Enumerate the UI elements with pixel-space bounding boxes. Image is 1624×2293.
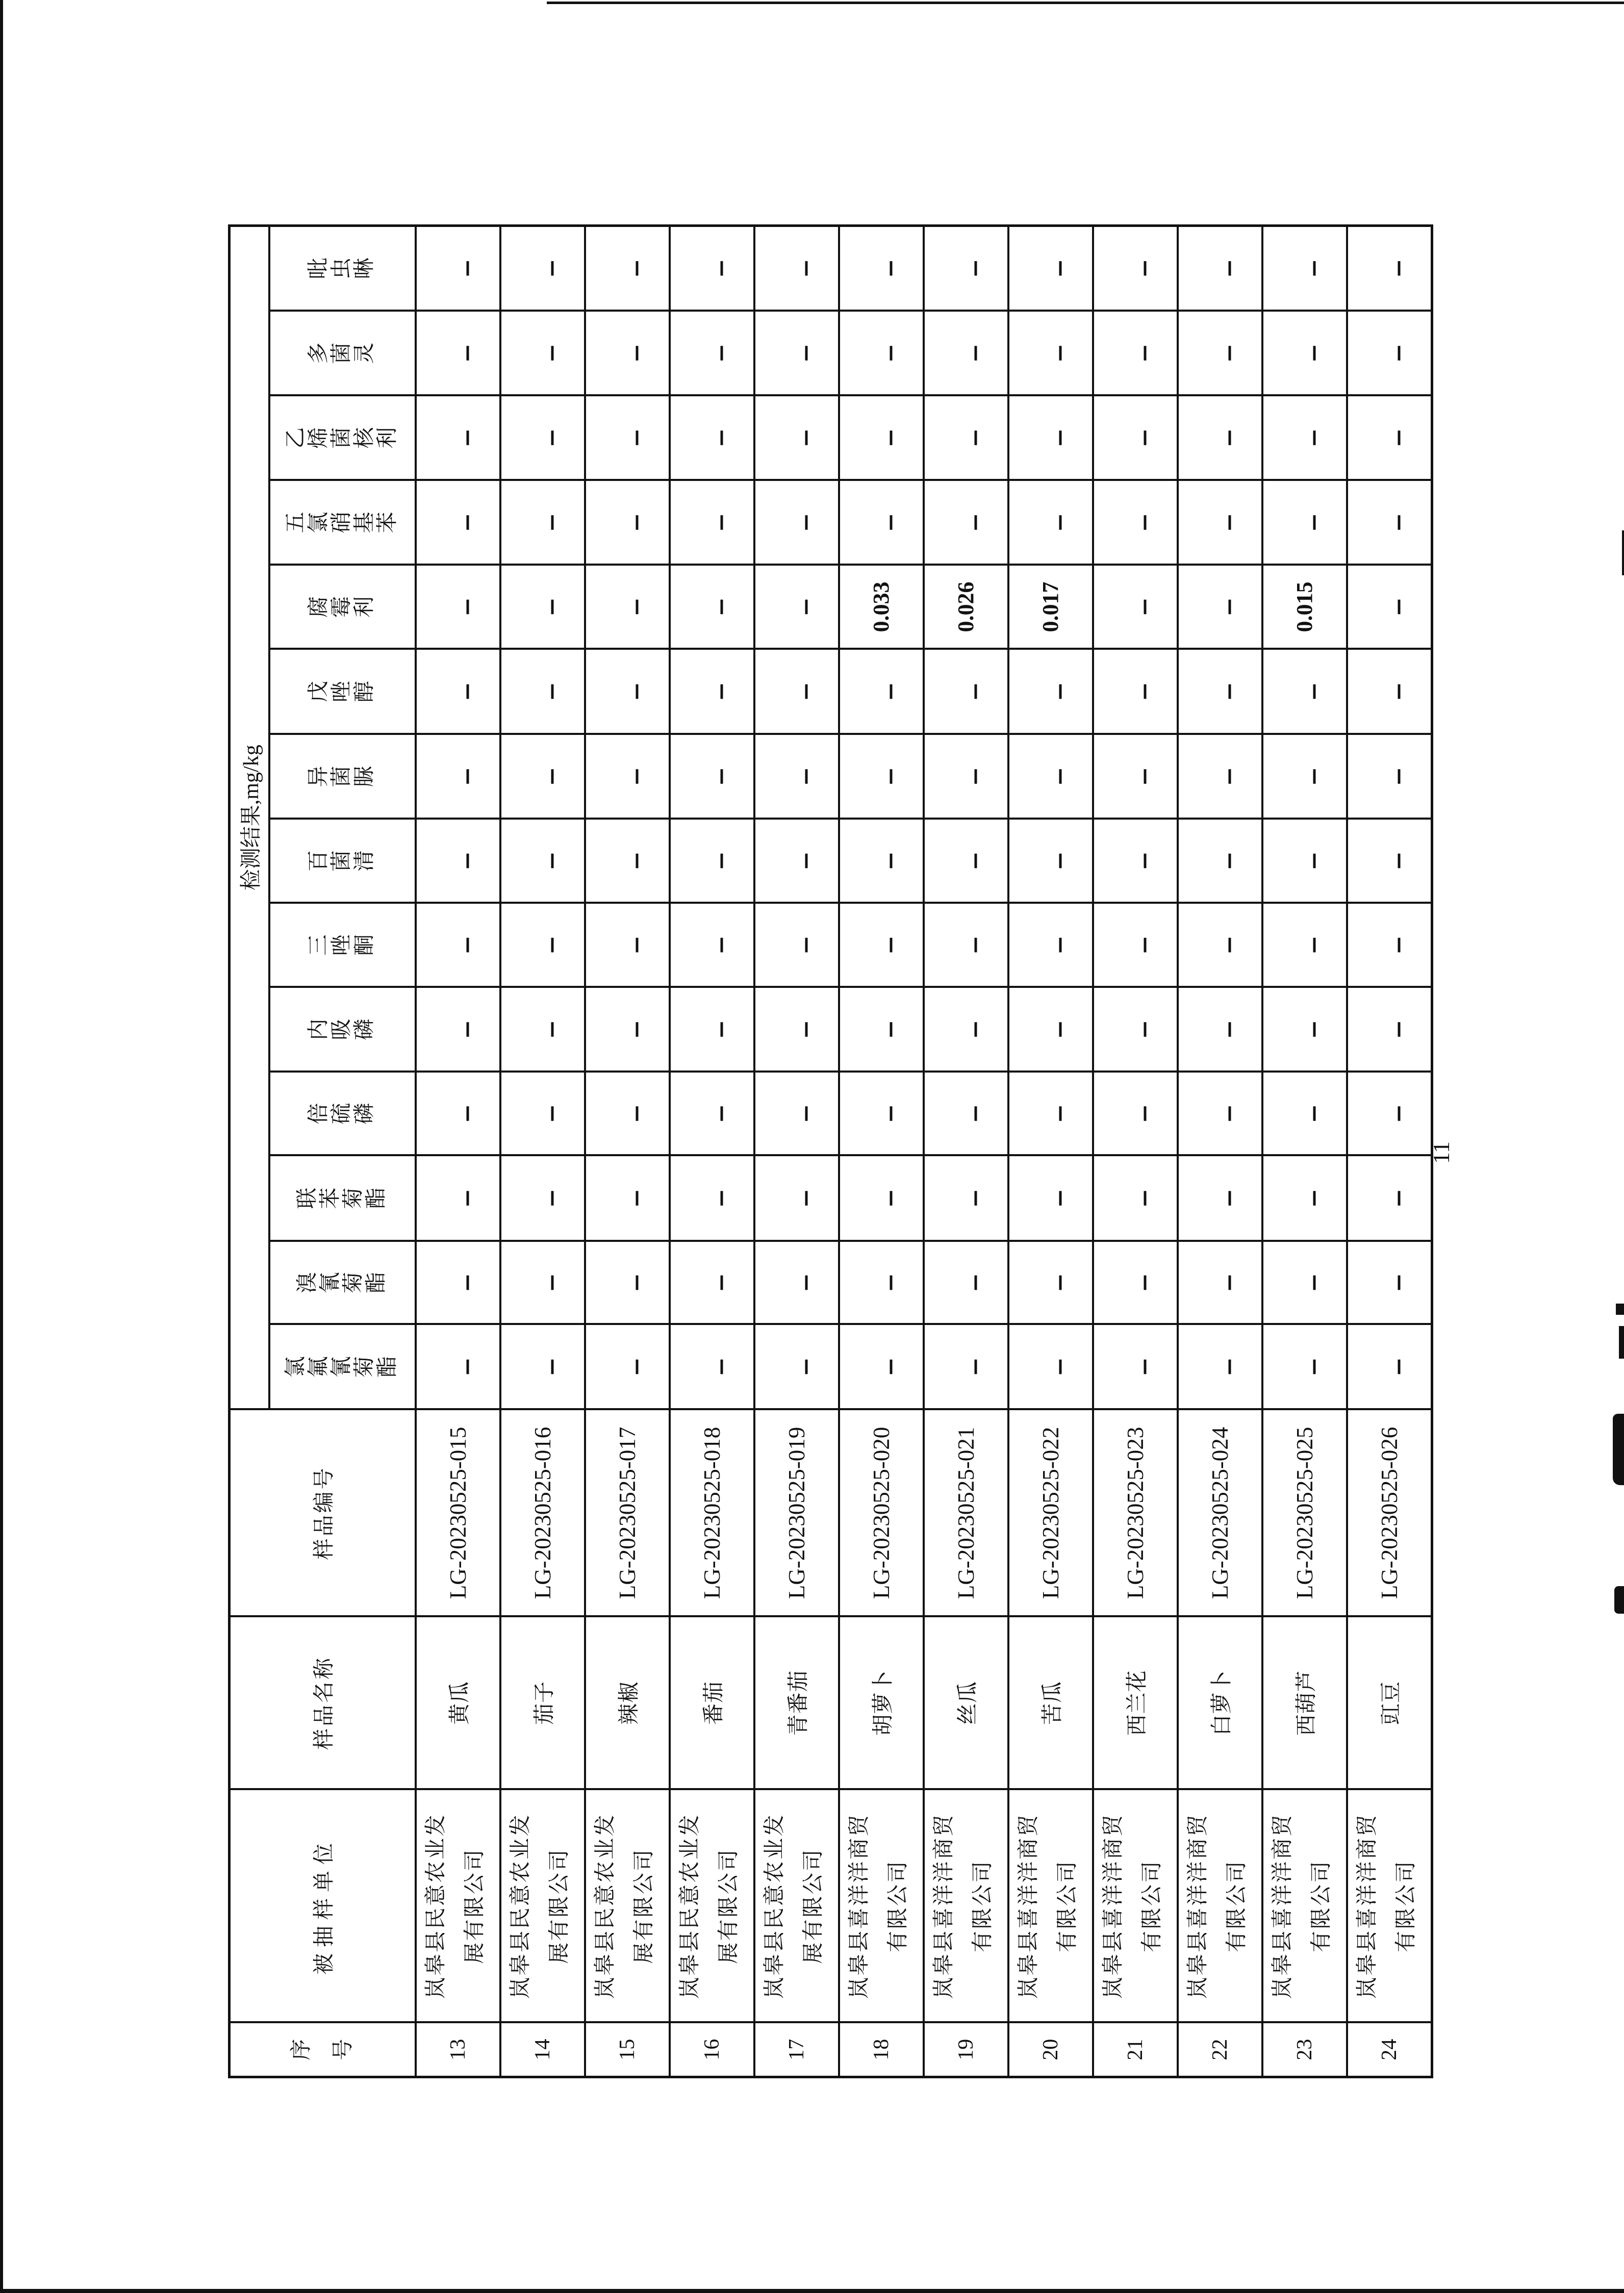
result-cell: —	[924, 734, 1008, 819]
result-cell: —	[585, 819, 670, 903]
result-cell: —	[1178, 1072, 1262, 1156]
result-cell: —	[1093, 819, 1178, 903]
result-cell: —	[416, 396, 500, 480]
sampled-unit: 岚皋县喜洋洋商贸有限公司	[1008, 1790, 1093, 2023]
result-cell: —	[1262, 734, 1347, 819]
row-index: 15	[585, 2023, 670, 2077]
result-cell: —	[924, 819, 1008, 903]
result-cell: —	[1178, 480, 1262, 565]
result-cell: —	[839, 649, 924, 734]
scan-edge-top	[547, 2, 1624, 4]
result-cell: —	[1008, 311, 1093, 396]
result-cell: —	[585, 1156, 670, 1241]
result-cell: —	[585, 396, 670, 480]
header-sample-id: 样品编号	[230, 1410, 416, 1617]
sample-name: 豇豆	[1347, 1617, 1432, 1790]
result-cell: —	[416, 903, 500, 987]
result-cell: —	[754, 1072, 839, 1156]
header-analyte	[269, 649, 416, 734]
result-cell: —	[924, 1156, 1008, 1241]
result-cell: —	[585, 903, 670, 987]
row-index: 14	[500, 2023, 585, 2077]
result-cell: —	[1347, 987, 1432, 1072]
result-cell: —	[1262, 311, 1347, 396]
table-row	[1347, 225, 1432, 2077]
result-cell: —	[1093, 1072, 1178, 1156]
result-cell: —	[1347, 1156, 1432, 1241]
header-analyte-label: 三唑酮	[307, 934, 376, 956]
result-cell: —	[1178, 819, 1262, 903]
result-cell: —	[754, 903, 839, 987]
result-cell: —	[500, 565, 585, 649]
scan-artifact	[1619, 1326, 1624, 1359]
result-cell: —	[585, 1072, 670, 1156]
result-cell: —	[754, 1241, 839, 1324]
result-cell: —	[924, 1072, 1008, 1156]
result-cell: —	[754, 311, 839, 396]
result-cell: —	[585, 225, 670, 311]
result-cell: —	[754, 819, 839, 903]
result-cell: —	[839, 480, 924, 565]
table-row	[839, 225, 924, 2077]
result-cell: —	[924, 649, 1008, 734]
result-cell: —	[754, 649, 839, 734]
table-row	[924, 225, 1008, 2077]
result-cell: —	[416, 649, 500, 734]
result-cell: —	[1093, 480, 1178, 565]
result-cell: —	[1262, 480, 1347, 565]
result-cell: —	[1347, 1324, 1432, 1410]
sampled-unit: 岚皋县喜洋洋商贸有限公司	[1262, 1790, 1347, 2023]
result-cell: —	[1008, 225, 1093, 311]
result-cell: —	[924, 987, 1008, 1072]
result-cell: —	[839, 903, 924, 987]
header-analyte	[269, 311, 416, 396]
result-cell: —	[500, 1072, 585, 1156]
sample-id: LG-20230525-023	[1093, 1410, 1178, 1617]
header-index-label: 序号	[290, 2039, 356, 2060]
result-cell: —	[1093, 225, 1178, 311]
header-analyte-label: 百菌清	[307, 850, 376, 872]
sampled-unit: 岚皋县民意农业发展有限公司	[670, 1790, 754, 2023]
result-cell: —	[1347, 649, 1432, 734]
result-cell: —	[1262, 987, 1347, 1072]
header-analyte	[269, 1156, 416, 1241]
result-cell: —	[670, 1156, 754, 1241]
result-cell: —	[500, 396, 585, 480]
result-cell: —	[1178, 649, 1262, 734]
result-cell: —	[924, 480, 1008, 565]
result-cell: —	[1008, 819, 1093, 903]
result-cell: —	[1347, 311, 1432, 396]
result-cell: —	[585, 649, 670, 734]
scan-artifact	[1614, 1586, 1624, 1614]
result-cell: —	[670, 1072, 754, 1156]
result-cell: —	[670, 819, 754, 903]
sample-name: 丝瓜	[924, 1617, 1008, 1790]
result-cell: —	[500, 311, 585, 396]
result-cell: —	[416, 311, 500, 396]
result-cell: —	[1008, 987, 1093, 1072]
result-cell: —	[1347, 903, 1432, 987]
result-cell: —	[839, 1156, 924, 1241]
result-cell: —	[1262, 1324, 1347, 1410]
table-row	[1262, 225, 1347, 2077]
result-cell: —	[500, 480, 585, 565]
table-row	[670, 225, 754, 2077]
result-cell: —	[1093, 565, 1178, 649]
sample-name: 胡萝卜	[839, 1617, 924, 1790]
result-cell: —	[1178, 1241, 1262, 1324]
result-cell: —	[1262, 225, 1347, 311]
scan-artifact	[1622, 530, 1624, 575]
header-analyte	[269, 396, 416, 480]
sample-id: LG-20230525-019	[754, 1410, 839, 1617]
result-cell: —	[585, 987, 670, 1072]
result-cell: —	[924, 1241, 1008, 1324]
table-row	[416, 225, 500, 2077]
result-cell: —	[670, 396, 754, 480]
header-analyte	[269, 987, 416, 1072]
result-cell: —	[1347, 480, 1432, 565]
header-analyte-label: 腐霉利	[307, 596, 376, 618]
header-row	[230, 225, 269, 2077]
sampled-unit: 岚皋县民意农业发展有限公司	[754, 1790, 839, 2023]
result-cell: —	[416, 1241, 500, 1324]
header-analyte	[269, 565, 416, 649]
result-cell: —	[670, 225, 754, 311]
row-index: 23	[1262, 2023, 1347, 2077]
result-cell: —	[1347, 819, 1432, 903]
row-index: 18	[839, 2023, 924, 2077]
result-cell: —	[670, 649, 754, 734]
result-cell: —	[1178, 903, 1262, 987]
result-cell: —	[585, 480, 670, 565]
result-cell: —	[1347, 1241, 1432, 1324]
result-cell: —	[585, 565, 670, 649]
sample-name: 辣椒	[585, 1617, 670, 1790]
row-index: 16	[670, 2023, 754, 2077]
result-cell: —	[1093, 311, 1178, 396]
result-cell: —	[1262, 1156, 1347, 1241]
row-index: 24	[1347, 2023, 1432, 2077]
sampled-unit: 岚皋县喜洋洋商贸有限公司	[1178, 1790, 1262, 2023]
result-cell: 0.033	[839, 565, 924, 649]
result-cell: 0.026	[924, 565, 1008, 649]
scan-artifact	[1616, 1304, 1624, 1315]
result-cell: —	[500, 734, 585, 819]
result-cell: —	[585, 1324, 670, 1410]
result-cell: —	[585, 311, 670, 396]
result-cell: —	[1008, 1324, 1093, 1410]
table-row	[754, 225, 839, 2077]
result-cell: —	[1262, 819, 1347, 903]
result-cell: —	[1093, 1241, 1178, 1324]
sample-id: LG-20230525-022	[1008, 1410, 1093, 1617]
result-cell: —	[754, 396, 839, 480]
header-analyte-label: 异菌脲	[307, 766, 376, 787]
sample-id: LG-20230525-020	[839, 1410, 924, 1617]
result-cell: —	[924, 1324, 1008, 1410]
result-cell: —	[839, 1241, 924, 1324]
result-cell: —	[1008, 649, 1093, 734]
sample-id: LG-20230525-017	[585, 1410, 670, 1617]
header-analyte-label: 联苯菊酯	[295, 1187, 388, 1209]
result-cell: —	[754, 1156, 839, 1241]
sample-id: LG-20230525-018	[670, 1410, 754, 1617]
result-cell: —	[1178, 311, 1262, 396]
header-index	[230, 2023, 416, 2077]
sampled-unit: 岚皋县喜洋洋商贸有限公司	[1093, 1790, 1178, 2023]
header-analyte-label: 戊唑醇	[307, 681, 376, 703]
result-cell: —	[1093, 903, 1178, 987]
sampled-unit: 岚皋县喜洋洋商贸有限公司	[1347, 1790, 1432, 2023]
scan-artifact	[1613, 1414, 1624, 1485]
result-cell: —	[670, 987, 754, 1072]
result-cell: —	[1178, 396, 1262, 480]
sample-name: 青番茄	[754, 1617, 839, 1790]
result-cell: —	[1178, 734, 1262, 819]
result-cell: 0.017	[1008, 565, 1093, 649]
header-analyte	[269, 1072, 416, 1156]
result-cell: —	[1347, 734, 1432, 819]
header-analyte	[269, 903, 416, 987]
sample-id: LG-20230525-024	[1178, 1410, 1262, 1617]
result-cell: —	[416, 987, 500, 1072]
sample-id: LG-20230525-015	[416, 1410, 500, 1617]
result-cell: —	[1093, 649, 1178, 734]
result-cell: —	[416, 1324, 500, 1410]
sample-id: LG-20230525-026	[1347, 1410, 1432, 1617]
result-cell: —	[416, 819, 500, 903]
result-cell: —	[500, 225, 585, 311]
sample-name: 白萝卜	[1178, 1617, 1262, 1790]
result-cell: —	[754, 480, 839, 565]
row-index: 13	[416, 2023, 500, 2077]
header-analyte-label: 氯氟氰菊酯	[284, 1356, 399, 1378]
result-cell: —	[416, 480, 500, 565]
result-cell: —	[1347, 225, 1432, 311]
row-index: 19	[924, 2023, 1008, 2077]
scan-edge-bottom	[0, 2289, 1624, 2293]
result-cell: —	[1008, 1241, 1093, 1324]
header-analyte	[269, 225, 416, 311]
result-cell: —	[500, 1324, 585, 1410]
table-row	[585, 225, 670, 2077]
result-cell: —	[500, 1241, 585, 1324]
result-cell: —	[670, 565, 754, 649]
header-analyte	[269, 1241, 416, 1324]
row-index: 22	[1178, 2023, 1262, 2077]
result-cell: —	[1262, 649, 1347, 734]
header-analyte-label: 五氯硝基苯	[284, 512, 399, 533]
sample-name: 黄瓜	[416, 1617, 500, 1790]
row-index: 21	[1093, 2023, 1178, 2077]
result-cell: —	[1178, 225, 1262, 311]
result-cell: —	[500, 1156, 585, 1241]
result-cell: —	[416, 565, 500, 649]
row-index: 20	[1008, 2023, 1093, 2077]
result-cell: —	[1093, 396, 1178, 480]
sample-name: 西兰花	[1093, 1617, 1178, 1790]
result-cell: —	[924, 225, 1008, 311]
table-row	[500, 225, 585, 2077]
header-analyte-label: 溴氰菊酯	[295, 1272, 388, 1294]
sampled-unit: 岚皋县喜洋洋商贸有限公司	[839, 1790, 924, 2023]
result-cell: —	[1347, 1072, 1432, 1156]
header-results-group: 检测结果,mg/kg	[230, 225, 269, 1409]
result-cell: —	[416, 734, 500, 819]
header-analyte	[269, 1324, 416, 1410]
page-number: 11	[1428, 1141, 1454, 1164]
result-cell: —	[1008, 1156, 1093, 1241]
result-cell: —	[416, 1156, 500, 1241]
sampled-unit: 岚皋县民意农业发展有限公司	[500, 1790, 585, 2023]
result-cell: —	[754, 987, 839, 1072]
table-row	[1008, 225, 1093, 2077]
result-cell: —	[1008, 903, 1093, 987]
sample-name: 苦瓜	[1008, 1617, 1093, 1790]
sampled-unit: 岚皋县喜洋洋商贸有限公司	[924, 1790, 1008, 2023]
sampled-unit: 岚皋县民意农业发展有限公司	[416, 1790, 500, 2023]
result-cell: —	[754, 734, 839, 819]
result-cell: —	[670, 1324, 754, 1410]
result-cell: —	[1178, 565, 1262, 649]
result-cell: —	[585, 1241, 670, 1324]
result-cell: —	[670, 480, 754, 565]
header-analyte-label: 吡虫啉	[307, 258, 376, 279]
result-cell: —	[1093, 1156, 1178, 1241]
header-analyte-label: 乙烯菌核利	[284, 427, 399, 449]
result-cell: —	[1262, 1072, 1347, 1156]
result-cell: —	[1008, 1072, 1093, 1156]
header-analyte	[269, 734, 416, 819]
header-analyte-label: 内吸磷	[307, 1018, 376, 1040]
result-cell: —	[839, 311, 924, 396]
result-cell: —	[839, 1072, 924, 1156]
result-cell: —	[839, 396, 924, 480]
result-cell: —	[1262, 1241, 1347, 1324]
table-row	[1093, 225, 1178, 2077]
result-cell: —	[670, 903, 754, 987]
result-cell: —	[839, 734, 924, 819]
result-cell: —	[670, 1241, 754, 1324]
rotated-page-content	[228, 227, 1454, 2078]
sample-id: LG-20230525-025	[1262, 1410, 1347, 1617]
result-cell: —	[416, 1072, 500, 1156]
sample-id: LG-20230525-021	[924, 1410, 1008, 1617]
header-analyte-label: 倍硫磷	[307, 1103, 376, 1125]
result-cell: —	[670, 734, 754, 819]
result-cell: —	[839, 987, 924, 1072]
result-cell: —	[1178, 1156, 1262, 1241]
result-cell: —	[924, 903, 1008, 987]
header-sample-name: 样品名称	[230, 1617, 416, 1790]
result-cell: —	[500, 903, 585, 987]
sample-name: 西葫芦	[1262, 1617, 1347, 1790]
row-index: 17	[754, 2023, 839, 2077]
pesticide-results-table	[228, 224, 1433, 2078]
sample-id: LG-20230525-016	[500, 1410, 585, 1617]
result-cell: —	[839, 819, 924, 903]
result-cell: —	[416, 225, 500, 311]
result-cell: —	[839, 1324, 924, 1410]
result-cell: —	[1093, 1324, 1178, 1410]
header-analyte	[269, 480, 416, 565]
result-cell: —	[500, 819, 585, 903]
result-cell: —	[500, 987, 585, 1072]
header-sampled-unit: 被抽样单位	[230, 1790, 416, 2023]
result-cell: —	[1347, 396, 1432, 480]
result-cell: —	[754, 1324, 839, 1410]
result-cell: —	[670, 311, 754, 396]
scan-edge-left	[0, 0, 3, 2293]
result-cell: —	[500, 649, 585, 734]
result-cell: —	[1008, 396, 1093, 480]
result-cell: —	[1008, 734, 1093, 819]
result-cell: —	[1262, 903, 1347, 987]
sample-name: 番茄	[670, 1617, 754, 1790]
result-cell: —	[585, 734, 670, 819]
sample-name: 茄子	[500, 1617, 585, 1790]
result-cell: —	[1093, 734, 1178, 819]
header-analyte	[269, 819, 416, 903]
result-cell: —	[1093, 987, 1178, 1072]
result-cell: —	[1347, 565, 1432, 649]
result-cell: —	[924, 311, 1008, 396]
result-cell: —	[1008, 480, 1093, 565]
result-cell: —	[839, 225, 924, 311]
result-cell: —	[754, 565, 839, 649]
table-row	[1178, 225, 1262, 2077]
result-cell: —	[1262, 396, 1347, 480]
result-cell: —	[754, 225, 839, 311]
result-cell: —	[924, 396, 1008, 480]
result-cell: —	[1178, 987, 1262, 1072]
result-cell: —	[1178, 1324, 1262, 1410]
header-analyte-label: 多菌灵	[307, 342, 376, 364]
sampled-unit: 岚皋县民意农业发展有限公司	[585, 1790, 670, 2023]
result-cell: 0.015	[1262, 565, 1347, 649]
